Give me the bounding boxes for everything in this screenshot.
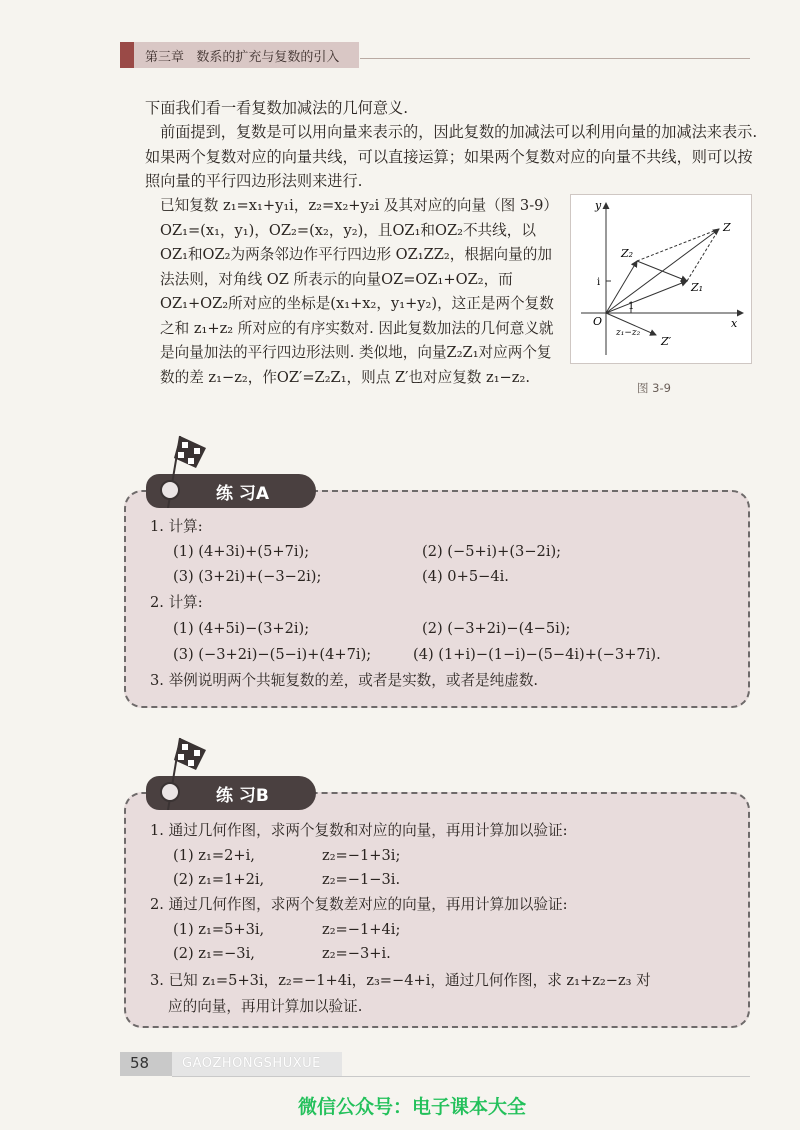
label-origin: O [593,315,603,328]
addition-paragraph: 已知复数 z₁=x₁+y₁i，z₂=x₂+y₂i 及其对应的向量（图 3-9）OZ₁=(x₁，y₁)，OZ₂=(x₂，y₂)，且OZ₁和OZ₂不共线，以OZ₁和OZ₂为两条邻边作平行四边形 OZ₁ZZ₂，根据向量的加法法则，对角线 OZ 所表示的向量OZ=OZ₁+OZ₂，而OZ₁+OZ₂所对应的坐标是(x₁+x₂，y₁+y₂)，这正是两个复数之和 z₁+z₂ 所对应的有序实数对. 因此复数加法的几何意义就是向量加法的平行四边形法则. 类似地，向量Z₂Z₁对应两个复数的差 z₁−z₂，作OZ′=Z₂Z₁，则点 Z′也对应复数 z₁−z₂. [160,197,559,386]
label-i: i [597,277,601,288]
chapter-header-tab [120,42,134,68]
exercise-b-item: z₂=−1+3i; [322,847,401,864]
exercise-b-item: 2. 通过几何作图，求两个复数差对应的向量，再用计算加以验证: [150,896,568,913]
footer-divider [172,1076,750,1077]
intro-paragraph: 前面提到，复数是可以用向量来表示的，因此复数的加减法可以利用向量的加减法来表示. 如果两个复数对应的向量共线，可以直接运算；如果两个复数对应的向量不共线，则可以按照向量的平行四边形法则来进行. [145,123,758,190]
exercise-b-item: (1) z₁=2+i, [173,847,255,864]
exercise-a-item: 1. 计算: [150,518,203,535]
exercise-b-item: z₂=−1−3i. [322,871,401,888]
watermark-text: 微信公众号：电子课本大全 [298,1096,527,1118]
chapter-number: 第三章 [145,50,185,65]
label-x: x [731,317,738,330]
exercise-b-item: 应的向量，再用计算加以验证. [168,998,363,1015]
exercise-a-title: 练 习A [216,484,270,504]
figure-3-9 [570,194,752,364]
vector-diagram [571,195,751,363]
label-z1: Z₁ [691,281,704,294]
exercise-a-item: (2) (−3+2i)−(4−5i); [422,620,571,637]
chapter-header [145,46,339,65]
header-divider [360,58,750,59]
chapter-title: 数系的扩充与复数的引入 [196,50,340,65]
vector-z2z1 [637,261,687,281]
exercise-a-item: (3) (−3+2i)−(5−i)+(4+7i); [173,646,372,663]
vector-oz1 [606,281,687,313]
label-zprime: Z′ [661,335,672,348]
label-z2: Z₂ [621,247,634,260]
checkered-flag-icon [150,734,210,810]
label-one: 1 [628,301,635,312]
exercise-b-item: 3. 已知 z₁=5+3i，z₂=−1+4i，z₃=−4+i，通过几何作图，求 z₁+z₂−z₃ 对 [150,972,651,989]
intro-line: 下面我们看一看复数加减法的几何意义. [145,99,409,117]
checkered-flag-icon [150,432,210,508]
exercise-a-item: 3. 举例说明两个共轭复数的差，或者是实数，或者是纯虚数. [150,672,539,689]
exercise-a-item: (4) 0+5−4i. [422,568,509,585]
exercise-b-item: (1) z₁=5+3i, [173,921,265,938]
exercise-b-title: 练 习B [216,786,269,806]
figure-caption: 图 3-9 [637,381,671,395]
footer-brand: GAOZHONGSHUXUE [182,1056,321,1071]
exercise-b-item: (2) z₁=−3i, [173,945,255,962]
exercise-a-item: 2. 计算: [150,594,203,611]
label-y: y [595,199,602,212]
exercise-b-item: z₂=−3+i. [322,945,391,962]
label-z: Z [723,221,731,234]
exercise-a-badge [146,474,326,508]
page-number: 58 [130,1054,150,1072]
exercise-b-item: (2) z₁=1+2i, [173,871,265,888]
exercise-b-badge [146,776,326,810]
exercise-a-item: (2) (−5+i)+(3−2i); [422,543,562,560]
exercise-b-item: z₂=−1+4i; [322,921,401,938]
exercise-b-item: 1. 通过几何作图，求两个复数和对应的向量，再用计算加以验证: [150,822,568,839]
exercise-a-item: (3) (3+2i)+(−3−2i); [173,568,322,585]
exercise-a-item: (4) (1+i)−(1−i)−(5−4i)+(−3+7i). [413,646,661,663]
label-difference: z₁−z₂ [616,328,641,338]
exercise-a-item: (1) (4+3i)+(5+7i); [173,543,310,560]
exercise-a-item: (1) (4+5i)−(3+2i); [173,620,310,637]
